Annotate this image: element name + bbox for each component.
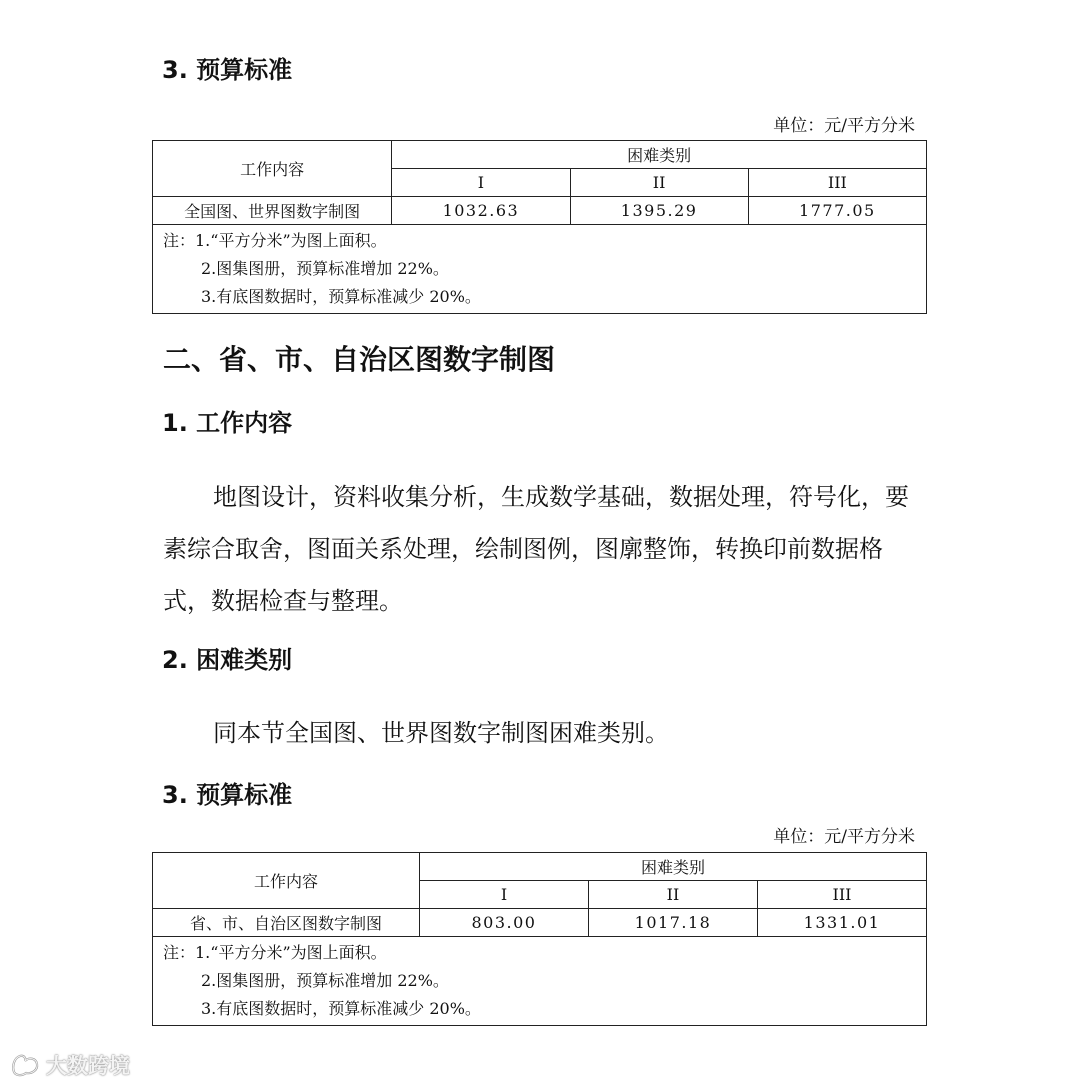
note-line: 3.有底图数据时，预算标准减少 20%。 [201, 287, 481, 306]
work-content-body: 地图设计，资料收集分析，生成数学基础，数据处理，符号化，要素综合取舍，图面关系处理，绘制图例，图廓整饰，转换印前数据格式，数据检查与整理。 [163, 483, 909, 615]
budget-heading-2: 3. 预算标准 [162, 781, 293, 809]
value-level-iii: 1777.05 [748, 197, 926, 225]
level-header-i: I [420, 881, 589, 909]
note-line: 2.图集图册，预算标准增加 22%。 [201, 971, 449, 990]
value-level-ii: 1017.18 [589, 909, 758, 937]
work-content-text [163, 471, 923, 627]
watermark-logo-icon [10, 1052, 40, 1078]
col-header-difficulty: 困难类别 [392, 141, 927, 169]
value-level-i: 1032.63 [392, 197, 570, 225]
difficulty-heading: 2. 困难类别 [162, 646, 293, 674]
table-row [153, 909, 927, 937]
value-level-i: 803.00 [420, 909, 589, 937]
note-line: 注：1.“平方分米”为图上面积。 [163, 231, 387, 250]
col-header-work: 工作内容 [153, 853, 420, 909]
unit-note-2: 单位：元/平方分米 [773, 827, 915, 847]
note-line: 注：1.“平方分米”为图上面积。 [163, 943, 387, 962]
table-notes [153, 225, 927, 314]
level-header-iii: III [748, 169, 926, 197]
budget-table-2 [152, 852, 927, 1026]
value-level-ii: 1395.29 [570, 197, 748, 225]
level-header-ii: II [589, 881, 758, 909]
level-header-ii: II [570, 169, 748, 197]
section-title: 二、省、市、自治区图数字制图 [163, 343, 556, 376]
col-header-work: 工作内容 [153, 141, 392, 197]
difficulty-body: 同本节全国图、世界图数字制图困难类别。 [213, 719, 669, 747]
budget-heading-1: 3. 预算标准 [162, 56, 293, 84]
row-label: 省、市、自治区图数字制图 [153, 909, 420, 937]
unit-note-1: 单位：元/平方分米 [773, 116, 915, 136]
work-content-heading: 1. 工作内容 [162, 409, 293, 437]
level-header-i: I [392, 169, 570, 197]
difficulty-text [163, 707, 923, 759]
note-line: 2.图集图册，预算标准增加 22%。 [201, 259, 449, 278]
level-header-iii: III [758, 881, 927, 909]
row-label: 全国图、世界图数字制图 [153, 197, 392, 225]
watermark [10, 1050, 130, 1080]
budget-table-1 [152, 140, 927, 314]
table-notes [153, 937, 927, 1026]
table-row [153, 197, 927, 225]
watermark-text: 大数跨境 [46, 1054, 130, 1078]
value-level-iii: 1331.01 [758, 909, 927, 937]
note-line: 3.有底图数据时，预算标准减少 20%。 [201, 999, 481, 1018]
col-header-difficulty: 困难类别 [420, 853, 927, 881]
